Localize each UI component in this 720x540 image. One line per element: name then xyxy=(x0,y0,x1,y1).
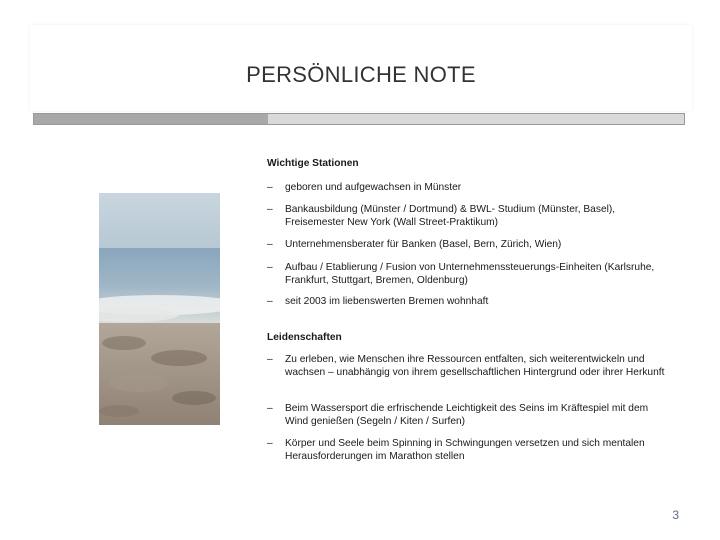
section-heading-leidenschaften: Leidenschaften xyxy=(267,332,342,343)
list-item xyxy=(267,402,667,428)
list-item-text: Zu erleben, wie Menschen ihre Ressourcen entfalten, sich weiterentwickeln und wachsen – unabhängig von ihrem gesellschaftlichen Hintergrund oder ihrer Herkunft xyxy=(285,354,665,378)
bullet-dash: – xyxy=(267,262,273,273)
list-item-text: seit 2003 im liebenswerten Bremen wohnhaft xyxy=(285,296,489,307)
list-item xyxy=(267,203,667,229)
list-item xyxy=(267,437,667,463)
section-heading-stationen: Wichtige Stationen xyxy=(267,158,359,169)
beach-photo-image xyxy=(99,193,220,425)
bullet-dash: – xyxy=(267,296,273,307)
bullet-dash: – xyxy=(267,239,273,250)
slide-title: PERSÖNLICHE NOTE xyxy=(246,62,476,87)
list-item xyxy=(267,295,667,308)
list-item-text: Bankausbildung (Münster / Dortmund) & BWL- Studium (Münster, Basel), Freisemester New York (Wall Street-Praktikum) xyxy=(285,204,616,228)
bullet-dash: – xyxy=(267,403,273,414)
beach-photo xyxy=(99,193,220,425)
list-item-text: Körper und Seele beim Spinning in Schwingungen versetzen und sich mentalen Herausforderungen im Marathon stellen xyxy=(285,438,645,462)
page-number: 3 xyxy=(672,508,679,522)
bullet-dash: – xyxy=(267,204,273,215)
bullet-dash: – xyxy=(267,354,273,365)
list-item xyxy=(267,238,667,251)
list-item-text: Beim Wassersport die erfrischende Leichtigkeit des Seins im Kräftespiel mit dem Wind genießen (Segeln / Kiten / Surfen) xyxy=(285,403,649,427)
list-item-text: Aufbau / Etablierung / Fusion von Unternehmenssteuerungs-Einheiten (Karlsruhe, Frankfurt, Stuttgart, Bremen, Oldenburg) xyxy=(285,262,655,286)
progress-bar xyxy=(33,113,685,125)
list-item xyxy=(267,181,667,194)
list-item xyxy=(267,261,667,287)
list-item-text: geboren und aufgewachsen in Münster xyxy=(285,182,462,193)
bullet-dash: – xyxy=(267,438,273,449)
bullet-dash: – xyxy=(267,182,273,193)
list-item xyxy=(267,353,667,379)
title-box xyxy=(30,25,692,111)
list-item-text: Unternehmensberater für Banken (Basel, Bern, Zürich, Wien) xyxy=(285,239,562,250)
progress-bar-fill xyxy=(34,114,268,124)
